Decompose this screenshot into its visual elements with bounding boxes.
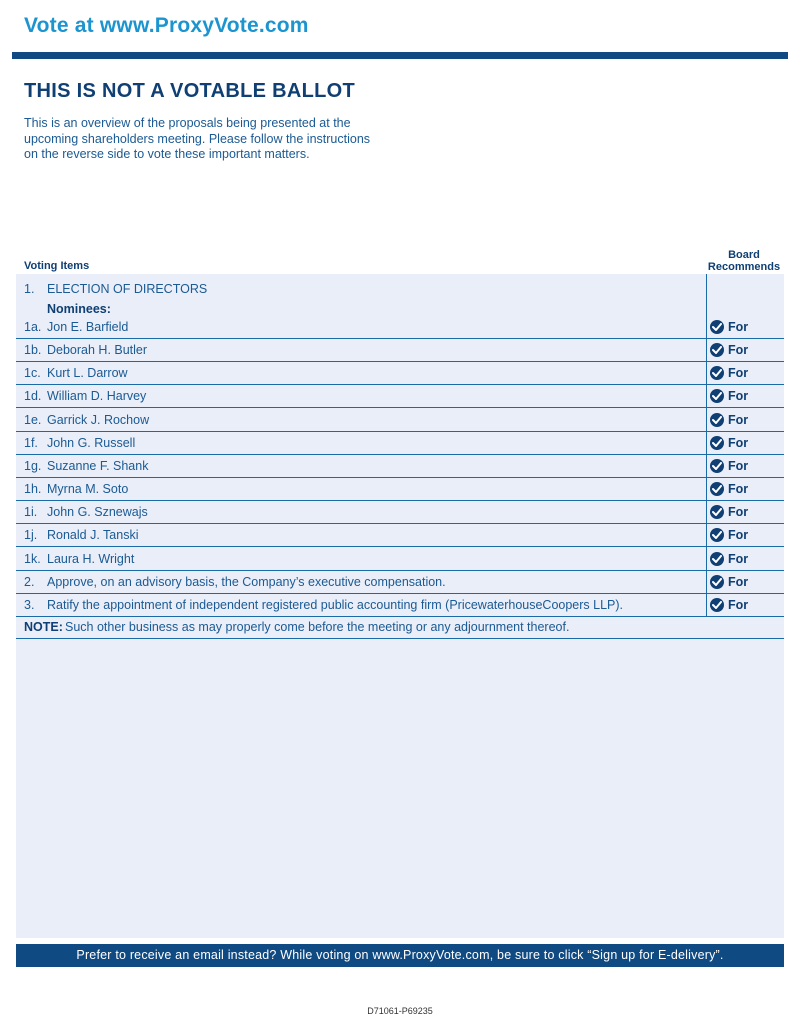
board-recommendation bbox=[710, 436, 748, 450]
item-number: 1f. bbox=[24, 436, 38, 450]
recommendation-label: For bbox=[728, 459, 749, 473]
item-number: 1a. bbox=[24, 320, 42, 334]
page-header-title: Vote at www.ProxyVote.com bbox=[24, 14, 309, 37]
voting-item-row bbox=[16, 478, 784, 501]
recommendation-label: For bbox=[728, 343, 749, 357]
nominees-label: Nominees: bbox=[47, 302, 111, 316]
item-number: 3. bbox=[24, 598, 35, 612]
check-circle-icon bbox=[710, 552, 724, 566]
item-text: Ratify the appointment of independent registered public accounting firm (PricewaterhouseCoopers LLP). bbox=[47, 598, 624, 612]
item-text: Kurt L. Darrow bbox=[47, 366, 128, 380]
voting-item-row bbox=[16, 432, 784, 455]
voting-item-row bbox=[16, 548, 784, 571]
item-number: 1e. bbox=[24, 413, 42, 427]
section-title: ELECTION OF DIRECTORS bbox=[47, 282, 208, 296]
recommendation-label: For bbox=[728, 552, 749, 566]
recommendation-label: For bbox=[728, 528, 749, 542]
board-recommendation bbox=[710, 459, 748, 473]
check-circle-icon bbox=[710, 528, 724, 542]
voting-item-row bbox=[16, 571, 784, 594]
voting-item-row bbox=[16, 316, 784, 339]
recommendation-label: For bbox=[728, 389, 749, 403]
recommendation-label: For bbox=[728, 366, 749, 380]
intro-text: This is an overview of the proposals being presented at the upcoming shareholders meeting. Please follow the instructions on the reverse side to vote these important matters. bbox=[24, 116, 371, 161]
item-number: 1b. bbox=[24, 343, 42, 357]
voting-item-row bbox=[16, 455, 784, 478]
item-text: Approve, on an advisory basis, the Company’s executive compensation. bbox=[47, 575, 446, 589]
check-circle-icon bbox=[710, 389, 724, 403]
recommendation-label: For bbox=[728, 505, 749, 519]
item-text: Laura H. Wright bbox=[47, 552, 135, 566]
header-rule bbox=[12, 52, 788, 59]
item-number: 1j. bbox=[24, 528, 38, 542]
check-circle-icon bbox=[710, 366, 724, 380]
board-recommendation bbox=[710, 389, 748, 403]
board-recommendation bbox=[710, 482, 748, 496]
item-text: John G. Russell bbox=[47, 436, 136, 450]
note-text: Such other business as may properly come before the meeting or any adjournment thereof. bbox=[65, 620, 570, 634]
item-text: Deborah H. Butler bbox=[47, 343, 148, 357]
item-number: 1c. bbox=[24, 366, 41, 380]
check-circle-icon bbox=[710, 320, 724, 334]
item-text: Jon E. Barfield bbox=[47, 320, 129, 334]
check-circle-icon bbox=[710, 598, 724, 612]
board-recommendation bbox=[710, 528, 748, 542]
voting-item-row bbox=[16, 501, 784, 524]
recommendation-label: For bbox=[728, 436, 749, 450]
check-circle-icon bbox=[710, 343, 724, 357]
item-number: 1i. bbox=[24, 505, 38, 519]
item-text: Ronald J. Tanski bbox=[47, 528, 139, 542]
voting-item-row bbox=[16, 524, 784, 547]
item-number: 1h. bbox=[24, 482, 42, 496]
board-header-line1: Board bbox=[728, 249, 760, 261]
check-circle-icon bbox=[710, 436, 724, 450]
check-circle-icon bbox=[710, 482, 724, 496]
e-delivery-banner: Prefer to receive an email instead? While voting on www.ProxyVote.com, be sure to click “Sign up for E-delivery”. bbox=[16, 944, 784, 967]
note-row bbox=[16, 616, 784, 639]
board-recommendation bbox=[710, 598, 748, 612]
section-number: 1. bbox=[24, 282, 35, 296]
item-text: Garrick J. Rochow bbox=[47, 413, 150, 427]
item-number: 1k. bbox=[24, 552, 41, 566]
voting-item-row bbox=[16, 409, 784, 432]
item-text: William D. Harvey bbox=[47, 389, 147, 403]
item-text: Myrna M. Soto bbox=[47, 482, 129, 496]
recommendation-label: For bbox=[728, 575, 749, 589]
check-circle-icon bbox=[710, 413, 724, 427]
voting-item-row bbox=[16, 385, 784, 408]
voting-item-row bbox=[16, 594, 784, 617]
board-recommendation bbox=[710, 413, 748, 427]
note-label: NOTE: bbox=[24, 620, 63, 634]
board-recommendation bbox=[710, 505, 748, 519]
document-code: D71061-P69235 bbox=[367, 1006, 433, 1016]
board-recommendation bbox=[710, 343, 748, 357]
recommendation-label: For bbox=[728, 320, 749, 334]
board-recommendation bbox=[710, 575, 748, 589]
item-text: John G. Sznewajs bbox=[47, 505, 148, 519]
board-recommendation bbox=[710, 552, 748, 566]
check-circle-icon bbox=[710, 459, 724, 473]
board-recommends-header bbox=[700, 249, 788, 273]
recommendation-label: For bbox=[728, 413, 749, 427]
voting-items-header: Voting Items bbox=[24, 260, 90, 272]
item-text: Suzanne F. Shank bbox=[47, 459, 149, 473]
recommendation-label: For bbox=[728, 482, 749, 496]
board-header-line2: Recommends bbox=[707, 261, 781, 273]
board-recommendation bbox=[710, 320, 748, 334]
page-title: THIS IS NOT A VOTABLE BALLOT bbox=[24, 80, 355, 102]
voting-item-row bbox=[16, 339, 784, 362]
check-circle-icon bbox=[710, 575, 724, 589]
recommendation-label: For bbox=[728, 598, 749, 612]
check-circle-icon bbox=[710, 505, 724, 519]
board-recommendation bbox=[710, 366, 748, 380]
item-number: 1d. bbox=[24, 389, 42, 403]
voting-item-row bbox=[16, 362, 784, 385]
item-number: 1g. bbox=[24, 459, 42, 473]
item-number: 2. bbox=[24, 575, 35, 589]
